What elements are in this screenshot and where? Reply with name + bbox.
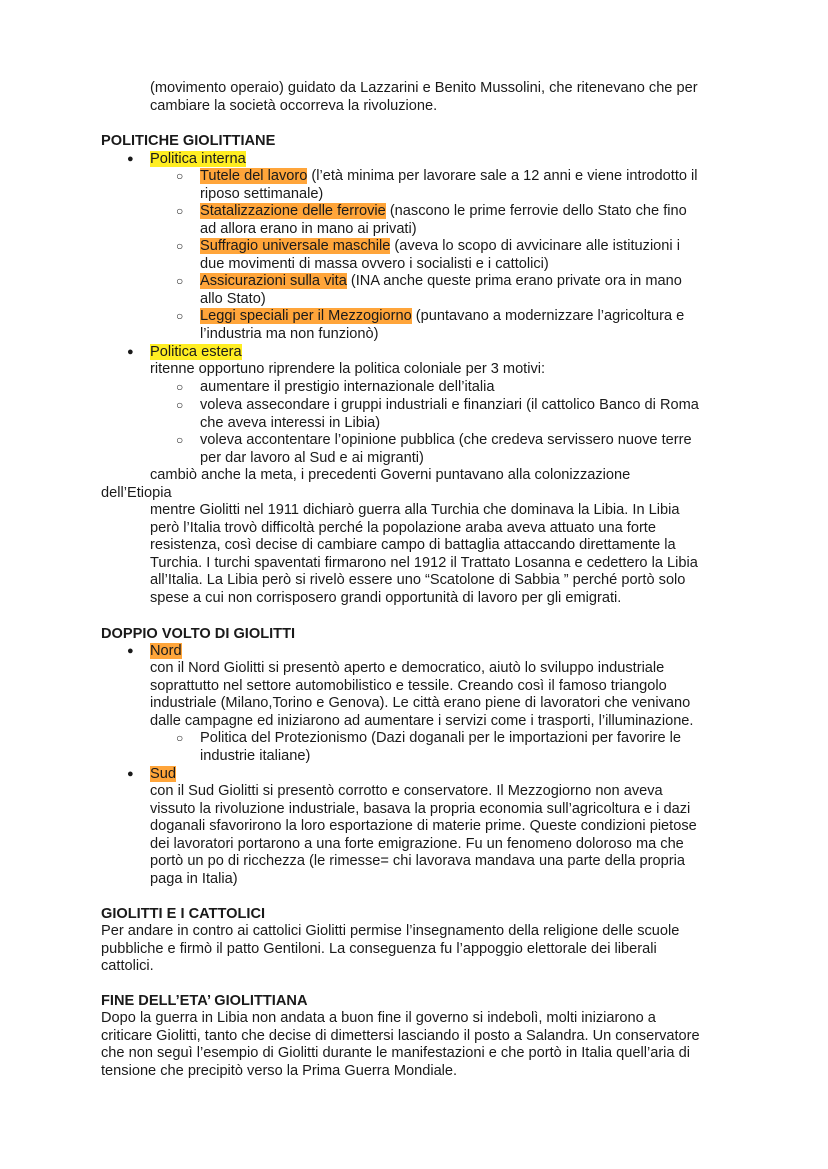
text-line: cambiò anche la meta, i precedenti Governi puntavano alla colonizzazione: [150, 467, 631, 483]
highlighted-label: Politica estera: [150, 344, 242, 360]
highlighted-label: Politica interna: [150, 151, 246, 167]
text-line: industriale (Milano,Torino e Genova). Le città erano piene di lavoratori che venivano: [150, 695, 691, 712]
highlighted-term: Suffragio universale maschile: [200, 238, 391, 254]
text-line: spese a cui non corrisposero grandi opportunità di lavoro per gli emigrati.: [150, 589, 622, 606]
text-line: che aveva interessi in Libia): [200, 414, 381, 431]
highlighted-term: Statalizzazione delle ferrovie: [200, 203, 386, 219]
list-item: [200, 308, 684, 343]
list-item: [200, 168, 698, 203]
text-line: che non seguì l’esempio di Giolitti durante le manifestazioni e che portò in Italia quell’aria di: [101, 1045, 690, 1062]
text-line: tensione che precipitò verso la Prima Guerra Mondiale.: [101, 1062, 458, 1079]
text-line: paga in Italia): [150, 870, 238, 887]
list-item: [200, 203, 687, 238]
list-item: [200, 273, 682, 308]
text-line: riposo settimanale): [200, 185, 324, 202]
list-item: [200, 730, 681, 765]
text-line: l’industria ma non funzionò): [200, 325, 379, 342]
highlighted-term: Tutele del lavoro: [200, 168, 308, 184]
text-fragment: (puntavano a modernizzare l’agricoltura e: [411, 308, 685, 324]
text-line: cattolici.: [101, 958, 154, 975]
bullet-politica-estera: [150, 344, 242, 362]
text-line: pubbliche e firmò il patto Gentiloni. La conseguenza fu l’appoggio elettorale dei liberali: [101, 940, 657, 957]
text-line: doganali sfavorirono la loro esportazione di materie prime. Queste condizioni pietose: [150, 818, 697, 835]
list-item: [200, 379, 494, 397]
text-line: ritenne opportuno riprendere la politica coloniale per 3 motivi:: [150, 361, 546, 377]
text-line: ○ voleva assecondare i gruppi industriali e finanziari (il cattolico Banco di Roma: [200, 397, 699, 413]
text-line: Dopo la guerra in Libia non andata a buon fine il governo si indebolì, molti iniziarono a: [101, 1010, 656, 1026]
section-heading-fine: FINE DELL’ETA’ GIOLITTIANA: [101, 993, 308, 1009]
text-line: con il Nord Giolitti si presentò aperto e democratico, aiutò lo sviluppo industriale: [150, 660, 665, 676]
text-line: mentre Giolitti nel 1911 dichiarò guerra alla Turchia che dominava la Libia. In Libia: [150, 502, 680, 518]
text-line: però l’Italia trovò difficoltà perché la popolazione araba aveva attuato una forte: [150, 519, 656, 536]
text-line: resistenza, così decise di cambiare campo di battaglia attaccando direttamente la: [150, 537, 676, 554]
libia-paragraph: [150, 502, 698, 608]
text-line: industrie italiane): [200, 747, 311, 764]
highlighted-label: Sud: [150, 766, 176, 782]
highlighted-term: Assicurazioni sulla vita: [200, 273, 347, 289]
cattolici-paragraph: [101, 923, 679, 976]
bullet-sud: [150, 766, 176, 784]
text-line: con il Sud Giolitti si presentò corrotto e conservatore. Il Mezzogiorno non aveva: [150, 783, 663, 799]
highlighted-term: Leggi speciali per il Mezzogiorno: [200, 308, 412, 324]
intro-paragraph: [150, 80, 698, 115]
text-line: due movimenti di massa ovvero i socialisti e i cattolici): [200, 255, 549, 272]
text-line: ad allora erano in mano ai privati): [200, 220, 417, 237]
text-line: portò un po di ricchezza (le rimesse= chi lavorava mandava una parte della propria: [150, 853, 685, 870]
section-heading-cattolici: GIOLITTI E I CATTOLICI: [101, 906, 266, 922]
list-item: [200, 432, 692, 467]
text-line: ○ voleva accontentare l’opinione pubblica (che credeva servissero nuove terre: [200, 432, 692, 448]
section-heading-doppio-volto: DOPPIO VOLTO DI GIOLITTI: [101, 626, 296, 642]
text-line: criticare Giolitti, tanto che decise di dimettersi lasciando il posto a Salandra. Un conservatore: [101, 1027, 700, 1044]
text-fragment: (aveva lo scopo di avvicinare alle istituzioni i: [390, 238, 680, 254]
text-fragment: (l’età minima per lavorare sale a 12 anni e viene introdotto il: [307, 168, 698, 184]
text-line: ○ aumentare il prestigio internazionale dell’italia: [200, 379, 495, 395]
text-line: per dar lavoro al Sud e ai migranti): [200, 449, 424, 466]
bullet-politica-interna: [150, 151, 246, 169]
text-line: allo Stato): [200, 290, 266, 307]
text-line: Per andare in contro ai cattolici Giolitti permise l’insegnamento della religione delle scuole: [101, 923, 680, 939]
list-item: [200, 238, 680, 273]
nord-paragraph: [150, 660, 693, 730]
text-line: all’Italia. La Libia però si rivelò essere uno “Scatolone di Sabbia ” perché portò solo: [150, 572, 686, 589]
text-fragment: (nascono le prime ferrovie dello Stato che fino: [385, 203, 687, 219]
text-line: vissuto la rivoluzione industriale, basava la propria economia sull’agricoltura e i dazi: [150, 800, 691, 817]
text-line: (movimento operaio) guidato da Lazzarini e Benito Mussolini, che ritenevano che per: [150, 80, 698, 96]
text-line: Turchia. I turchi spaventati firmarono nel 1912 il Trattato Losanna e cedettero la Libia: [150, 554, 698, 571]
text-line: dalle campagne ed iniziarono ad aumentare i servizi come i trasporti, l’illuminazione.: [150, 712, 694, 729]
list-item: [200, 397, 699, 432]
section-heading-politiche: POLITICHE GIOLITTIANE: [101, 133, 276, 149]
highlighted-label: Nord: [150, 643, 182, 659]
text-line: soprattutto nel settore automobilistico e tessile. Creando così il famoso triangolo: [150, 677, 667, 694]
bullet-nord: [150, 643, 182, 661]
text-line: ○ Politica del Protezionismo (Dazi doganali per le importazioni per favorire le: [200, 730, 682, 746]
text-line: cambiare la società occorreva la rivoluzione.: [150, 97, 438, 114]
sud-paragraph: [150, 783, 697, 889]
fine-paragraph: [101, 1010, 700, 1080]
text-line: dei lavoratori portarono a una forte emigrazione. Fu un fenomeno doloroso ma che: [150, 835, 684, 852]
text-line: dell’Etiopia: [101, 485, 172, 501]
text-fragment: (INA anche queste prima erano private ora in mano: [346, 273, 682, 289]
